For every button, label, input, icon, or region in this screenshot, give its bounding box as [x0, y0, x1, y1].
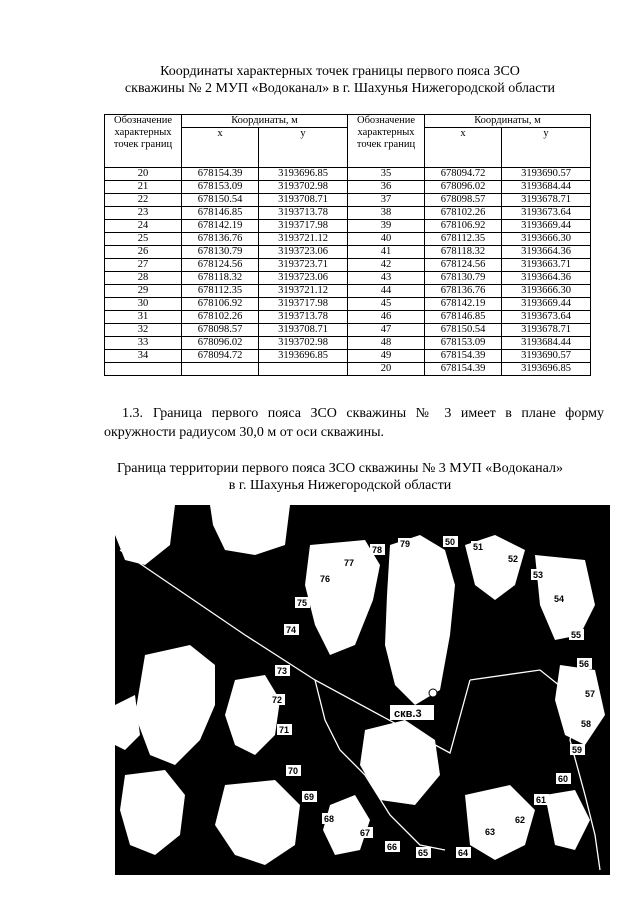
- point-label-51: 51: [473, 542, 484, 552]
- table-cell: 3193721.12: [259, 285, 348, 298]
- table-cell: 678094.72: [425, 168, 502, 181]
- table-cell: 678146.85: [182, 207, 259, 220]
- table-cell: 3193723.06: [259, 246, 348, 259]
- table-row: [105, 246, 591, 259]
- table-heading: [60, 63, 620, 97]
- table-row: [105, 272, 591, 285]
- table-cell: 3193673.64: [502, 311, 591, 324]
- table-cell: 678106.92: [182, 298, 259, 311]
- table-cell: [182, 363, 259, 376]
- table-heading-line1: Координаты характерных точек границы первого пояса ЗСО: [160, 64, 520, 79]
- header-y-right: y: [502, 128, 591, 168]
- table-cell: 49: [348, 350, 425, 363]
- table-cell: 47: [348, 324, 425, 337]
- coordinates-table: [104, 114, 591, 376]
- table-cell: 678150.54: [182, 194, 259, 207]
- table-row: [105, 285, 591, 298]
- table-cell: 678130.79: [182, 246, 259, 259]
- table-cell: 678112.35: [182, 285, 259, 298]
- table-cell: 678118.32: [182, 272, 259, 285]
- table-cell: 3193664.36: [502, 272, 591, 285]
- table-cell: 678130.79: [425, 272, 502, 285]
- table-row: [105, 350, 591, 363]
- table-cell: 3193690.57: [502, 350, 591, 363]
- table-cell: 43: [348, 272, 425, 285]
- table-cell: 27: [105, 259, 182, 272]
- table-cell: 46: [348, 311, 425, 324]
- point-label-56: 56: [579, 659, 590, 669]
- table-cell: 23: [105, 207, 182, 220]
- point-label-67: 67: [360, 828, 371, 838]
- table-cell: 3193708.71: [259, 194, 348, 207]
- table-cell: 3193666.30: [502, 233, 591, 246]
- point-label-52: 52: [508, 554, 519, 564]
- table-cell: 678136.76: [425, 285, 502, 298]
- point-label-72: 72: [272, 695, 283, 705]
- table-cell: 678154.39: [425, 350, 502, 363]
- point-label-62: 62: [515, 815, 526, 825]
- table-row: [105, 311, 591, 324]
- table-cell: 3193721.12: [259, 233, 348, 246]
- point-label-53: 53: [533, 570, 544, 580]
- point-label-50: 50: [445, 537, 456, 547]
- table-cell: 41: [348, 246, 425, 259]
- table-cell: 3193666.30: [502, 285, 591, 298]
- header-x-right: x: [425, 128, 502, 168]
- table-cell: 21: [105, 181, 182, 194]
- table-cell: 3193713.78: [259, 311, 348, 324]
- well-3-marker: [429, 689, 437, 697]
- point-label-60: 60: [558, 774, 569, 784]
- paragraph-1-3: [104, 404, 604, 442]
- table-cell: 20: [105, 168, 182, 181]
- table-cell: 678112.35: [425, 233, 502, 246]
- point-label-54: 54: [554, 594, 565, 604]
- point-label-63: 63: [485, 827, 496, 837]
- table-row: [105, 298, 591, 311]
- table-row: [105, 220, 591, 233]
- table-cell: 34: [105, 350, 182, 363]
- table-cell: 3193723.71: [259, 259, 348, 272]
- table-cell: 3193669.44: [502, 220, 591, 233]
- table-row: [105, 181, 591, 194]
- table-cell: 3193663.71: [502, 259, 591, 272]
- table-heading-line2: скважины № 2 МУП «Водоканал» в г. Шахунья Нижегородской области: [124, 81, 556, 96]
- map-svg: [115, 505, 610, 875]
- paragraph-number: 1.3.: [122, 406, 143, 421]
- table-cell: 3193669.44: [502, 298, 591, 311]
- table-cell: 25: [105, 233, 182, 246]
- point-label-65: 65: [418, 848, 429, 858]
- point-label-74: 74: [286, 625, 297, 635]
- table-cell: 678102.26: [425, 207, 502, 220]
- table-row: [105, 168, 591, 181]
- table-cell: 40: [348, 233, 425, 246]
- table-cell: 678150.54: [425, 324, 502, 337]
- table-cell: 22: [105, 194, 182, 207]
- point-label-78: 78: [372, 545, 383, 555]
- table-cell: 31: [105, 311, 182, 324]
- table-cell: 678153.09: [425, 337, 502, 350]
- table-cell: 678098.57: [425, 194, 502, 207]
- table-cell: 678142.19: [182, 220, 259, 233]
- table-cell: 44: [348, 285, 425, 298]
- table-cell: 3193702.98: [259, 337, 348, 350]
- table-cell: 45: [348, 298, 425, 311]
- point-label-61: 61: [536, 795, 547, 805]
- table-cell: 3193673.64: [502, 207, 591, 220]
- point-label-75: 75: [297, 598, 308, 608]
- table-cell: 678154.39: [182, 168, 259, 181]
- point-label-73: 73: [277, 666, 288, 676]
- paragraph-text: Граница первого пояса ЗСО скважины № 3 имеет в плане форму окружности радиусом 30,0 м от оси скважины.: [104, 406, 604, 440]
- table-cell: 33: [105, 337, 182, 350]
- map-heading-line1: Граница территории первого пояса ЗСО скважины № 3 МУП «Водоканал»: [117, 461, 563, 476]
- table-cell: 3193678.71: [502, 324, 591, 337]
- table-cell: 3193723.06: [259, 272, 348, 285]
- point-label-70: 70: [288, 766, 299, 776]
- header-coords-left: Координаты, м: [182, 115, 348, 128]
- table-cell: 37: [348, 194, 425, 207]
- terrain-patches: [115, 505, 605, 865]
- point-label-55: 55: [571, 630, 582, 640]
- point-label-66: 66: [387, 842, 398, 852]
- point-label-79: 79: [400, 539, 411, 549]
- table-cell: 35: [348, 168, 425, 181]
- table-cell: 3193708.71: [259, 324, 348, 337]
- point-label-58: 58: [581, 719, 592, 729]
- table-cell: 48: [348, 337, 425, 350]
- table-cell: 3193678.71: [502, 194, 591, 207]
- table-cell: 678146.85: [425, 311, 502, 324]
- table-cell: 3193664.36: [502, 246, 591, 259]
- table-cell: 3193696.85: [259, 168, 348, 181]
- table-cell: [259, 363, 348, 376]
- table-cell: 26: [105, 246, 182, 259]
- table-cell: 678094.72: [182, 350, 259, 363]
- table-cell: 3193690.57: [502, 168, 591, 181]
- table-cell: 42: [348, 259, 425, 272]
- table-row: [105, 324, 591, 337]
- point-label-71: 71: [279, 725, 290, 735]
- table-cell: 38: [348, 207, 425, 220]
- table-cell: 678096.02: [425, 181, 502, 194]
- table-cell: 32: [105, 324, 182, 337]
- point-label-69: 69: [304, 792, 315, 802]
- header-y-left: y: [259, 128, 348, 168]
- table-row: [105, 207, 591, 220]
- table-cell: 678106.92: [425, 220, 502, 233]
- table-cell: 3193717.98: [259, 298, 348, 311]
- aerial-map: [115, 505, 610, 875]
- table-cell: 29: [105, 285, 182, 298]
- table-cell: 678154.39: [425, 363, 502, 376]
- table-row: [105, 363, 591, 376]
- point-label-64: 64: [458, 848, 469, 858]
- table-cell: 678124.56: [182, 259, 259, 272]
- point-label-68: 68: [324, 814, 335, 824]
- table-row: [105, 337, 591, 350]
- point-label-76: 76: [320, 574, 331, 584]
- table-cell: 678142.19: [425, 298, 502, 311]
- header-point-right: Обозначение характерных точек границ: [348, 115, 425, 168]
- header-coords-right: Координаты, м: [425, 115, 591, 128]
- table-cell: 678102.26: [182, 311, 259, 324]
- table-cell: 28: [105, 272, 182, 285]
- table-cell: 20: [348, 363, 425, 376]
- table-cell: 678153.09: [182, 181, 259, 194]
- table-cell: 678096.02: [182, 337, 259, 350]
- table-cell: 3193702.98: [259, 181, 348, 194]
- header-x-left: x: [182, 128, 259, 168]
- table-cell: 678124.56: [425, 259, 502, 272]
- table-cell: 3193684.44: [502, 181, 591, 194]
- table-cell: 678136.76: [182, 233, 259, 246]
- point-label-77: 77: [344, 558, 355, 568]
- table-cell: [105, 363, 182, 376]
- table-row: [105, 233, 591, 246]
- table-cell: 36: [348, 181, 425, 194]
- table-cell: 678098.57: [182, 324, 259, 337]
- table-cell: 3193713.78: [259, 207, 348, 220]
- table-cell: 24: [105, 220, 182, 233]
- table-row: [105, 259, 591, 272]
- table-cell: 678118.32: [425, 246, 502, 259]
- table-row: [105, 194, 591, 207]
- table-cell: 30: [105, 298, 182, 311]
- table-cell: 3193684.44: [502, 337, 591, 350]
- map-heading: [60, 460, 620, 494]
- point-label-57: 57: [585, 689, 596, 699]
- table-cell: 3193696.85: [502, 363, 591, 376]
- map-heading-line2: в г. Шахунья Нижегородской области: [228, 478, 452, 493]
- well-label: скв.3: [394, 708, 422, 720]
- header-point-left: Обозначение характерных точек границ: [105, 115, 182, 168]
- table-cell: 3193717.98: [259, 220, 348, 233]
- point-label-59: 59: [572, 745, 583, 755]
- table-cell: 3193696.85: [259, 350, 348, 363]
- table-cell: 39: [348, 220, 425, 233]
